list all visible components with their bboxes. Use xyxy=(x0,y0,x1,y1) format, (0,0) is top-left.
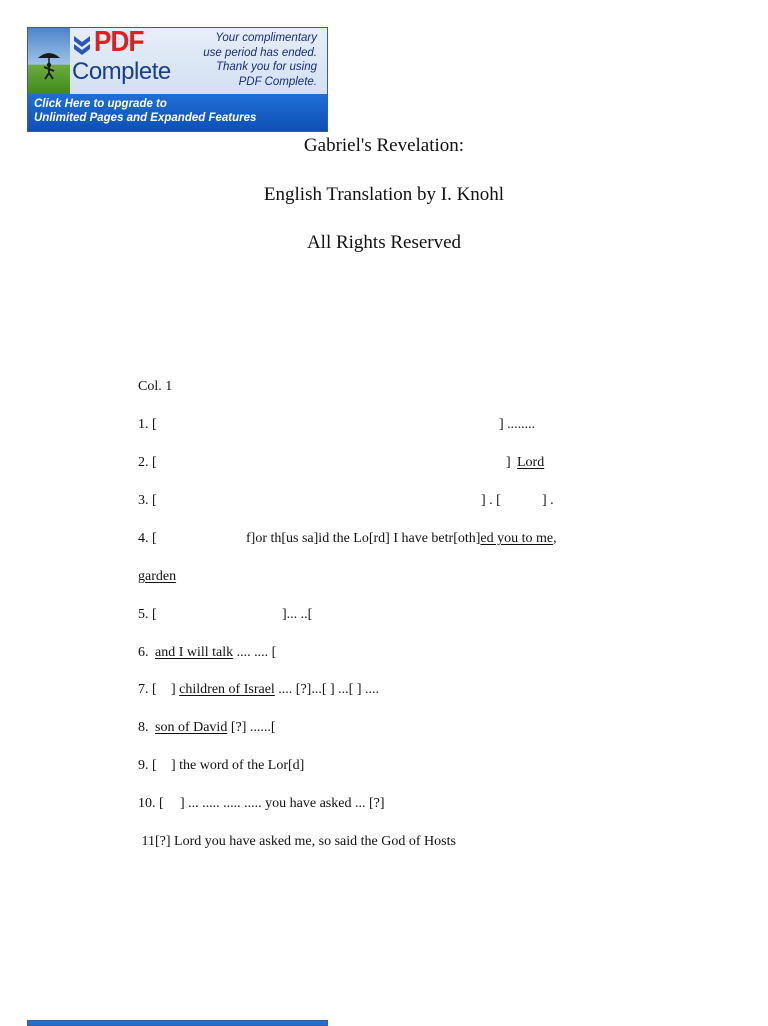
line-number: 10. [ xyxy=(138,796,164,811)
line-text-underlined: ed you to me xyxy=(480,531,554,546)
banner-illustration xyxy=(28,28,70,94)
line-text: ] . [ xyxy=(481,493,501,508)
banner-note-line: use period has ended. xyxy=(203,46,317,59)
line-number: 3. [ xyxy=(138,493,157,508)
line-number: 1. [ xyxy=(138,417,157,432)
logo-pdf-text: PDF xyxy=(94,27,144,58)
column-label: Col. 1 xyxy=(138,379,173,394)
logo-complete-text: Complete xyxy=(72,58,171,85)
banner-note xyxy=(203,31,317,89)
line-text: ]... ..[ xyxy=(282,607,313,622)
line-text: ] ........ xyxy=(499,417,536,432)
figure-with-umbrella-icon xyxy=(34,50,64,80)
line-text: ] the word of the Lor[d] xyxy=(171,758,305,773)
line-text xyxy=(171,682,379,698)
line-text xyxy=(155,645,276,661)
line-text-plain: .... .... [ xyxy=(233,645,277,660)
line-number: 7. [ xyxy=(138,682,157,697)
upgrade-banner-footer[interactable] xyxy=(27,1020,328,1026)
line-text-underlined: children of Israel xyxy=(179,682,275,697)
line-number: 5. [ xyxy=(138,607,157,622)
line-number: 6. xyxy=(138,645,149,660)
line-number: 2. [ xyxy=(138,455,157,470)
banner-note-line: Thank you for using xyxy=(215,61,317,73)
banner-top xyxy=(28,28,327,94)
line-text xyxy=(155,720,276,736)
line-text: 11[?] Lord you have asked me, so said the God of Hosts xyxy=(138,834,456,849)
line-number: 9. [ xyxy=(138,758,157,773)
line-text-underlined: and I will talk xyxy=(155,645,234,660)
banner-note-line: Your complimentary xyxy=(215,32,317,44)
chevron-logo-icon xyxy=(72,34,92,56)
line-text: ] . xyxy=(542,493,554,508)
line-text-plain: [?] ......[ xyxy=(227,720,276,735)
document-subtitle: English Translation by I. Knohl xyxy=(263,184,505,205)
document-title: Gabriel's Revelation: xyxy=(303,135,465,156)
line-number: 4. [ xyxy=(138,531,157,546)
line-text-plain: f]or th[us sa]id the Lo[rd] I have betr[oth] xyxy=(246,531,481,546)
line-number: 8. xyxy=(138,720,149,735)
line-text: ] ... ..... ..... ..... you have asked ... [?] xyxy=(180,796,385,811)
upgrade-link-line[interactable]: Click Here to upgrade to xyxy=(34,98,167,110)
line-text xyxy=(246,531,557,547)
upgrade-link[interactable] xyxy=(28,94,327,132)
line-text-underlined: garden xyxy=(138,569,177,584)
line-text-underlined: Lord xyxy=(517,455,545,470)
banner-note-line: PDF Complete. xyxy=(238,75,317,88)
line-text-plain: .... [?]...[ ] ...[ ] .... xyxy=(274,682,379,697)
line-text-plain: , xyxy=(553,531,557,546)
line-text-underlined: son of David xyxy=(155,720,228,735)
line-text: ] xyxy=(506,455,515,470)
line-text-plain: ] xyxy=(171,682,180,697)
upgrade-banner[interactable] xyxy=(27,27,328,132)
upgrade-link-line[interactable]: Unlimited Pages and Expanded Features xyxy=(34,112,257,124)
rights-notice: All Rights Reserved xyxy=(306,232,462,253)
